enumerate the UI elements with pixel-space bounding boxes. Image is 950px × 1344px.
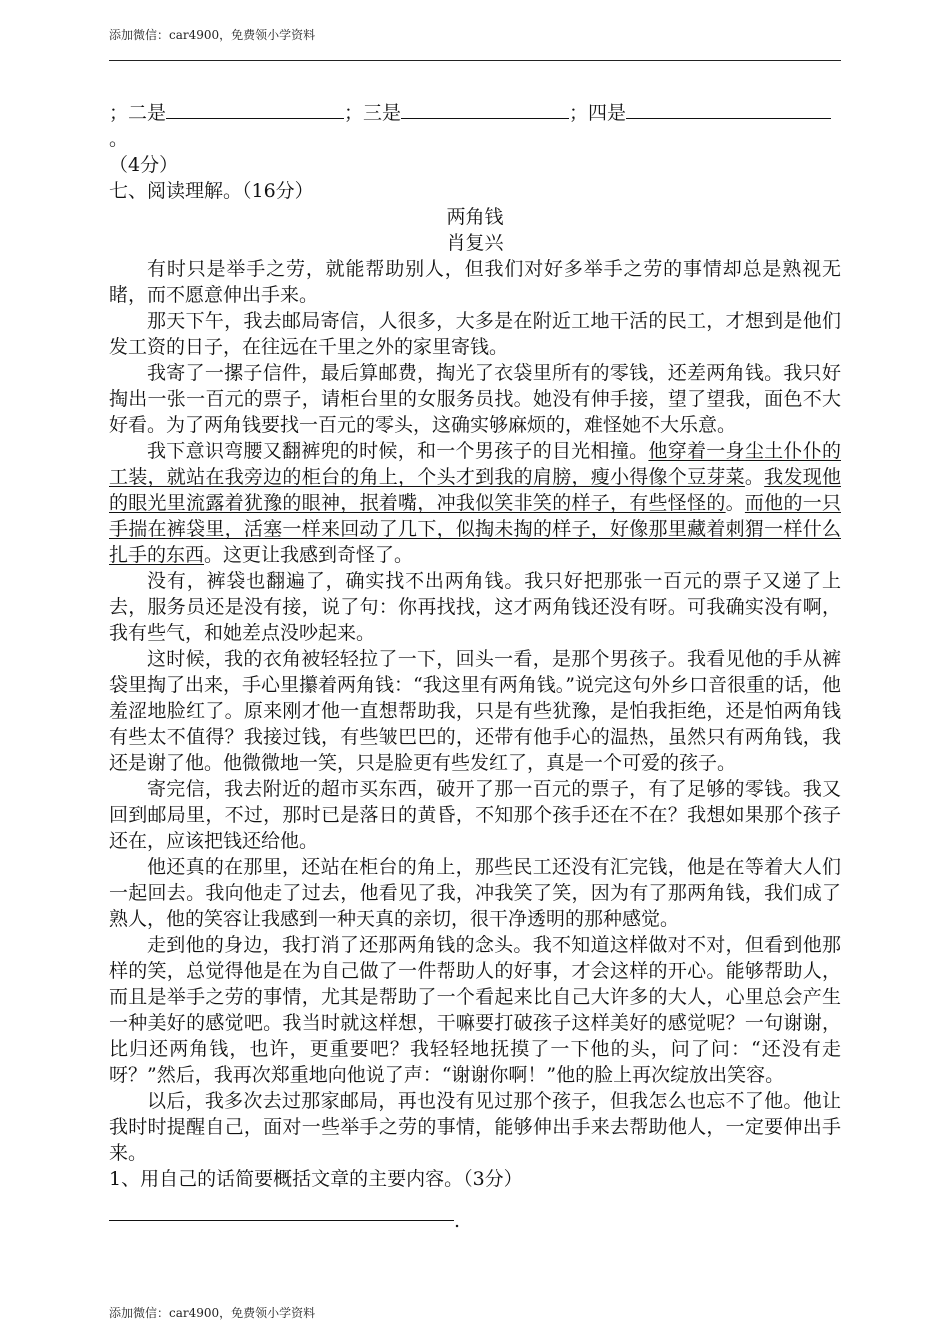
- header-note: 添加微信：car4900，免费领小学资料: [109, 28, 316, 42]
- blank-prefix-4: ；四是: [569, 102, 627, 124]
- paragraph-6: 这时候，我的衣角被轻轻拉了一下，回头一看，是那个男孩子。我看见他的手从裤袋里掏了出来，手心里攥着两角钱：“我这里有两角钱。”说完这句外乡口音很重的话，他羞涩地脸红了。原来刚才他一直想帮助我，只是有些犹豫，是怕我拒绝，还是怕两角钱有些太不值得？我接过钱，有些皱巴巴的，还带有他手心的温热，虽然只有两角钱，我还是谢了他。他微微地一笑，只是脸更有些发红了，真是一个可爱的孩子。: [109, 648, 841, 774]
- underlined-sentence-1: 他穿着一身尘土仆仆的工装，就站在我旁边的柜台的角上，个头才到我的肩膀，瘦小得像个豆芽菜: [109, 440, 841, 488]
- blank-end-mark: 。: [109, 128, 129, 150]
- answer-blank-4[interactable]: [626, 98, 831, 119]
- paragraph-2: 那天下午，我去邮局寄信，人很多，大多是在附近工地干活的民工，才想到是他们发工资的日子，在往远在千里之外的家里寄钱。: [109, 310, 841, 358]
- document-body: [109, 98, 841, 1234]
- article-author: 肖复兴: [446, 232, 504, 254]
- paragraph-1: 有时只是举手之劳，就能帮助别人，但我们对好多举手之劳的事情却总是熟视无睹，而不愿意伸出手来。: [109, 258, 841, 306]
- blank-prefix-3: ；三是: [344, 102, 402, 124]
- paragraph-4: [109, 438, 841, 568]
- p4-tail: 。这更让我感到奇怪了。: [204, 544, 414, 566]
- section-heading: 七、阅读理解。（16分）: [109, 180, 314, 202]
- answer-end-mark: .: [454, 1210, 461, 1232]
- underlined-sentence-2: 我发现他的眼光里流露着犹豫的眼神，抿着嘴，冲我似笑非笑的样子，有些怪怪的: [109, 466, 841, 514]
- p4-lead: 我下意识弯腰又翻裤兜的时候，和一个男孩子的目光相撞。: [147, 440, 649, 462]
- answer-blank-3[interactable]: [401, 98, 569, 119]
- answer-blank-2[interactable]: [166, 98, 344, 119]
- question-1-answer-area: [109, 1200, 841, 1234]
- fill-in-line: [109, 98, 841, 152]
- p4-mark-1: 。: [744, 466, 765, 488]
- paragraph-5: 没有，裤袋也翻遍了，确实找不出两角钱。我只好把那张一百元的票子又递了上去，服务员还是没有接，说了句：你再找找，这才两角钱还没有呀。可我确实没有啊，我有些气，和她差点没吵起来。: [109, 570, 841, 644]
- footer-note: 添加微信：car4900，免费领小学资料: [109, 1306, 316, 1320]
- score-note: （4分）: [109, 154, 179, 176]
- paragraph-7: 寄完信，我去附近的超市买东西，破开了那一百元的票子，有了足够的零钱。我又回到邮局里，不过，那时已是落日的黄昏，不知那个孩手还在不在？我想如果那个孩子还在，应该把钱还给他。: [109, 778, 841, 852]
- article-title: 两角钱: [446, 206, 504, 228]
- paragraph-9: 走到他的身边，我打消了还那两角钱的念头。我不知道这样做对不对，但看到他那样的笑，总觉得他是在为自己做了一件帮助人的好事，才会这样的开心。能够帮助人，而且是举手之劳的事情，尤其是帮助了一个看起来比自己大许多的大人，心里总会产生一种美好的感觉吧。我当时就这样想，干嘛要打破孩子这样美好的感觉呢？一句谢谢，比归还两角钱，也许，更重要吧？我轻轻地抚摸了一下他的头，问了问：“还没有走呀？”然后，我再次郑重地向他说了声：“谢谢你啊！”他的脸上再次绽放出笑容。: [109, 934, 841, 1086]
- question-1: 1、用自己的话简要概括文章的主要内容。（3分）: [109, 1168, 523, 1190]
- underlined-sentence-3: 而他的一只手揣在裤袋里，活塞一样来回动了几下，似掏未掏的样子，好像那里藏着刺猬一样什么扎手的东西: [109, 492, 841, 566]
- paragraph-10: 以后，我多次去过那家邮局，再也没有见过那个孩子，但我怎么也忘不了他。他让我时时提醒自己，面对一些举手之劳的事情，能够伸出手来去帮助他人，一定要伸出手来。: [109, 1090, 841, 1164]
- question-1-answer-line[interactable]: [109, 1200, 454, 1221]
- header-divider: [109, 60, 841, 61]
- paragraph-3: 我寄了一摞子信件，最后算邮费，掏光了衣袋里所有的零钱，还差两角钱。我只好掏出一张一百元的票子，请柜台里的女服务员找。她没有伸手接，望了望我，面色不大好看。为了两角钱要找一百元的零头，这确实够麻烦的，难怪她不大乐意。: [109, 362, 841, 436]
- blank-prefix-2: ；二是: [109, 102, 167, 124]
- p4-mark-2: 。: [725, 492, 745, 514]
- paragraph-8: 他还真的在那里，还站在柜台的角上，那些民工还没有汇完钱，他是在等着大人们一起回去。我向他走了过去，他看见了我，冲我笑了笑，因为有了那两角钱，我们成了熟人，他的笑容让我感到一种天真的亲切，很干净透明的那种感觉。: [109, 856, 841, 930]
